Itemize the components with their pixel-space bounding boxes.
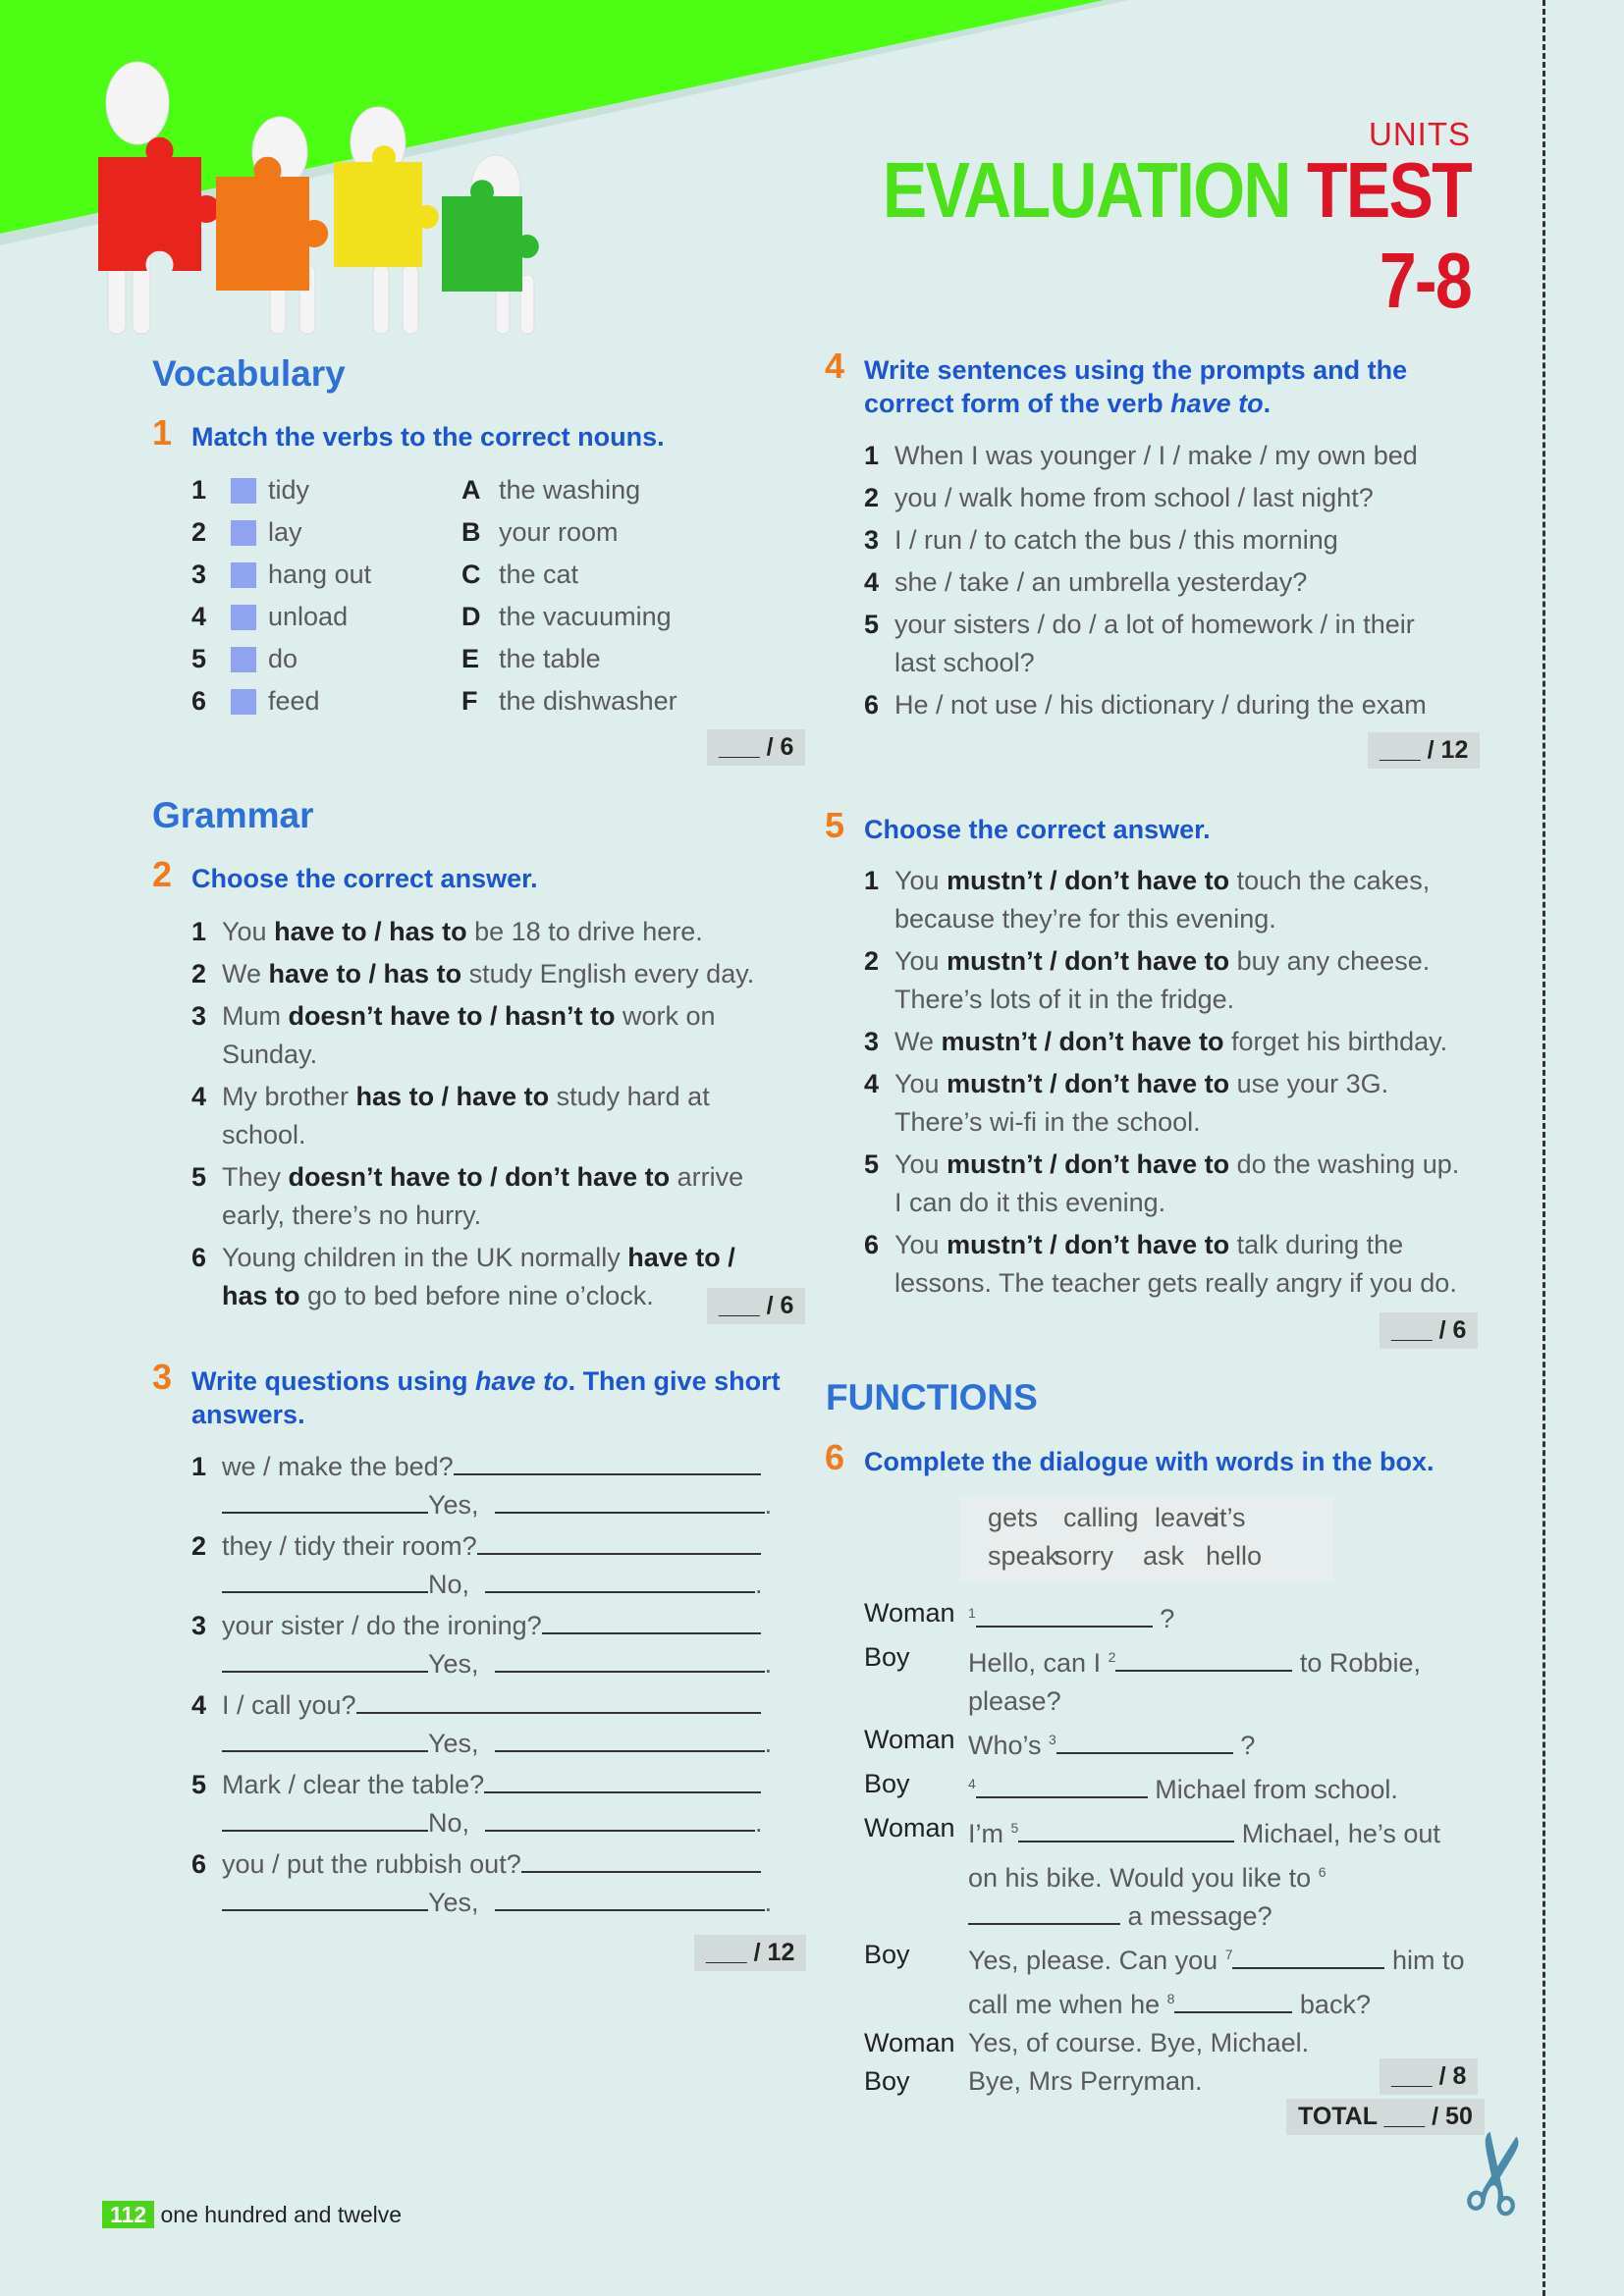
gap-blank[interactable]: [1056, 1727, 1233, 1754]
item-number: 5: [864, 610, 880, 639]
gap-number: 5: [1010, 1820, 1019, 1836]
speaker: Boy: [864, 1642, 910, 1672]
word-box: [960, 1496, 1333, 1581]
gap-number: 6: [1318, 1864, 1326, 1880]
item-letter: A: [461, 475, 481, 505]
gap-blank[interactable]: [976, 1600, 1153, 1628]
exercise-number: 1: [152, 412, 173, 453]
list-item: [864, 1023, 1473, 1061]
dialogue-text: back?: [1292, 1990, 1371, 2019]
speaker: Woman: [864, 1725, 955, 1754]
exercise-1-nouns: [461, 471, 756, 724]
gap-number: 8: [1166, 1991, 1175, 2006]
page-footer: [102, 2202, 402, 2228]
question-item: [191, 1845, 800, 1922]
dialogue-text: ?: [1152, 1604, 1175, 1633]
item-number: 6: [864, 690, 880, 720]
instruction-text: Complete the dialogue with words in the box.: [864, 1447, 1435, 1476]
question-line: [222, 1607, 800, 1645]
answer-option[interactable]: have to / has to: [268, 959, 462, 988]
answer-box[interactable]: [231, 689, 256, 715]
list-item: [864, 479, 1453, 517]
item-number: 2: [864, 483, 880, 512]
score-box-ex5: ___ / 6: [1380, 1312, 1478, 1349]
list-item: [864, 686, 1453, 724]
item-text: When I was younger / I / make / my own bed: [894, 441, 1418, 470]
instruction-italic: have to: [475, 1366, 568, 1396]
list-item: [191, 997, 781, 1074]
item-number: 1: [191, 917, 207, 946]
item-text: You: [222, 917, 275, 946]
list-item: [864, 563, 1453, 602]
answer-box[interactable]: [231, 520, 256, 546]
score-box-ex2: ___ / 6: [707, 1288, 805, 1324]
answer-box[interactable]: [231, 647, 256, 672]
item-text: I / run / to catch the bus / this morning: [894, 525, 1338, 555]
page-number-text: one hundred and twelve: [160, 2202, 403, 2227]
answer-blank[interactable]: [495, 1645, 765, 1673]
dialogue-line: [864, 1765, 1473, 1809]
section-heading-vocabulary: Vocabulary: [152, 353, 346, 394]
instruction-italic: have to: [1170, 389, 1264, 418]
exercise-4-instruction: [825, 346, 1473, 420]
short-answer: Yes,: [428, 1649, 479, 1679]
exercise-2-items: [191, 913, 781, 1319]
dialogue-line: [864, 1936, 1473, 2024]
dialogue-text: Bye, Mrs Perryman.: [968, 2066, 1203, 2096]
prompt-text: you / put the rubbish out?: [222, 1849, 521, 1879]
answer-option[interactable]: doesn’t have to / don’t have to: [288, 1162, 671, 1192]
question-blank[interactable]: [484, 1766, 761, 1793]
item-text: We: [222, 959, 269, 988]
dialogue-text: I’m: [968, 1819, 1011, 1848]
item-number: 4: [191, 1690, 207, 1720]
item-text: use your 3G. There’s wi-fi in the school.: [894, 1069, 1389, 1137]
item-text: work on Sunday.: [222, 1001, 716, 1069]
full-stop: .: [755, 1570, 763, 1599]
speaker: Boy: [864, 2066, 910, 2096]
answer-line: [222, 1486, 800, 1524]
instruction-text: Write questions using: [191, 1366, 476, 1396]
short-answer: Yes,: [428, 1490, 479, 1520]
instruction-text: Match the verbs to the correct nouns.: [191, 422, 665, 452]
box-word: it’s: [1214, 1503, 1246, 1532]
page-number: 112: [102, 2201, 154, 2228]
item-number: 1: [864, 866, 880, 895]
list-item: [864, 862, 1473, 938]
noun-text: the vacuuming: [499, 602, 672, 631]
exercise-3-instruction: [152, 1357, 805, 1431]
dialogue-text: Michael from school.: [1147, 1775, 1398, 1804]
question-item: [191, 1766, 800, 1842]
list-item: [864, 1146, 1473, 1222]
question-line: [222, 1845, 800, 1884]
question-item: [191, 1607, 800, 1683]
item-text: We: [894, 1027, 942, 1056]
item-number: 3: [191, 560, 207, 589]
question-line: [222, 1686, 800, 1725]
answer-blank[interactable]: [495, 1486, 765, 1514]
answer-line: [222, 1804, 800, 1842]
answer-option[interactable]: doesn’t have to / hasn’t to: [288, 1001, 616, 1031]
units-label: UNITS: [1369, 116, 1471, 152]
exercise-3-items: [191, 1448, 800, 1925]
page-title: [880, 145, 1471, 326]
answer-box[interactable]: [231, 562, 256, 588]
list-item: [864, 1065, 1473, 1142]
item-number: 1: [864, 441, 880, 470]
item-text: forget his birthday.: [1223, 1027, 1448, 1056]
item-number: 1: [191, 475, 207, 505]
exercise-6-instruction: [825, 1437, 1473, 1478]
exercise-number: 3: [152, 1357, 173, 1397]
item-number: 3: [864, 1027, 880, 1056]
box-word: speak: [988, 1541, 1059, 1571]
score-box-ex4: ___ / 12: [1368, 732, 1480, 769]
prompt-text: your sister / do the ironing?: [222, 1611, 542, 1640]
dialogue-line: [864, 1809, 1473, 1936]
score-box-ex6: ___ / 8: [1380, 2058, 1478, 2095]
gap-blank[interactable]: [1115, 1644, 1292, 1672]
noun-text: the washing: [499, 475, 641, 505]
prompt-text: Mark / clear the table?: [222, 1770, 485, 1799]
gap-number: 3: [1049, 1732, 1056, 1747]
total-score-box: TOTAL ___ / 50: [1286, 2099, 1485, 2135]
dialogue-text: a message?: [1120, 1901, 1272, 1931]
gap-number: 7: [1224, 1947, 1233, 1962]
answer-box[interactable]: [231, 478, 256, 504]
item-text: Mum: [222, 1001, 289, 1031]
short-answer: No,: [428, 1808, 470, 1838]
item-text: Young children in the UK normally: [222, 1243, 628, 1272]
item-letter: E: [461, 644, 480, 673]
full-stop: .: [764, 1649, 773, 1679]
item-number: 2: [864, 946, 880, 976]
verb-text: unload: [268, 602, 349, 631]
item-text: You: [894, 1149, 947, 1179]
noun-text: the table: [499, 644, 601, 673]
exercise-number: 5: [825, 805, 845, 845]
gap-blank[interactable]: [976, 1771, 1148, 1798]
dialogue: [864, 1594, 1473, 2101]
answer-line: [222, 1566, 800, 1604]
list-item: [864, 606, 1453, 682]
item-number: 4: [864, 1069, 880, 1098]
item-text: you / walk home from school / last night?: [894, 483, 1374, 512]
cut-line: [1543, 0, 1545, 2296]
answer-blank[interactable]: [222, 1884, 428, 1911]
item-number: 5: [864, 1149, 880, 1179]
item-letter: D: [461, 602, 481, 631]
item-text: do the washing up. I can do it this evening.: [894, 1149, 1460, 1217]
item-text: be 18 to drive here.: [466, 917, 703, 946]
item-text: your sisters / do / a lot of homework / in their last school?: [894, 610, 1415, 677]
answer-line: [222, 1645, 800, 1683]
item-letter: B: [461, 517, 481, 547]
puzzle-figures-illustration: [79, 49, 668, 344]
dialogue-text: him to call me when he: [968, 1946, 1465, 2019]
question-item: [191, 1448, 800, 1524]
answer-option[interactable]: have to / has to: [222, 1243, 735, 1310]
item-number: 1: [191, 1452, 207, 1481]
noun-text: the dishwasher: [499, 686, 677, 716]
exercise-5-instruction: [825, 805, 1473, 846]
answer-blank[interactable]: [222, 1725, 428, 1752]
question-blank[interactable]: [542, 1607, 761, 1634]
exercise-number: 6: [825, 1437, 845, 1477]
box-word: ask: [1143, 1541, 1185, 1571]
dialogue-text: ?: [1232, 1731, 1256, 1760]
list-item: [191, 1158, 781, 1235]
short-answer: No,: [428, 1570, 470, 1599]
dialogue-line: [864, 1594, 1473, 1638]
question-line: [222, 1766, 800, 1804]
speaker: Boy: [864, 1940, 910, 1969]
noun-item: [461, 640, 756, 678]
item-text: she / take / an umbrella yesterday?: [894, 567, 1308, 597]
dialogue-line: [864, 2024, 1473, 2062]
item-number: 5: [191, 1770, 207, 1799]
answer-option[interactable]: mustn’t / don’t have to: [941, 1027, 1224, 1056]
exercise-1-verbs: [191, 471, 447, 724]
question-blank[interactable]: [356, 1686, 761, 1714]
instruction-text: Write sentences using the prompts and the correct form of the verb: [864, 355, 1408, 418]
prompt-text: I / call you?: [222, 1690, 356, 1720]
score-box-ex1: ___ / 6: [707, 729, 805, 766]
box-word: sorry: [1055, 1541, 1113, 1571]
noun-item: [461, 556, 756, 594]
item-text: touch the cakes, because they’re for this evening.: [894, 866, 1431, 934]
exercise-1-instruction: [152, 412, 800, 454]
short-answer: Yes,: [428, 1888, 479, 1917]
dialogue-text: Who’s: [968, 1731, 1050, 1760]
full-stop: .: [764, 1729, 773, 1758]
dialogue-line: [864, 1721, 1473, 1765]
full-stop: .: [755, 1808, 763, 1838]
item-text: You: [894, 946, 947, 976]
list-item: [191, 1078, 781, 1154]
item-text: go to bed before nine o’clock.: [299, 1281, 654, 1310]
exercise-4-items: [864, 437, 1453, 728]
answer-option[interactable]: mustn’t / don’t have to: [947, 1149, 1230, 1179]
question-item: [191, 1686, 800, 1763]
instruction-text: Choose the correct answer.: [864, 815, 1211, 844]
verb-item: [191, 513, 447, 552]
list-item: [191, 1239, 781, 1315]
question-blank[interactable]: [521, 1845, 761, 1873]
answer-blank[interactable]: [485, 1566, 755, 1593]
exercise-2-instruction: [152, 854, 800, 895]
answer-blank[interactable]: [222, 1645, 428, 1673]
item-text: You: [894, 866, 947, 895]
item-text: study English every day.: [461, 959, 755, 988]
item-number: 6: [191, 686, 207, 716]
instruction-text: . Then give short answers.: [191, 1366, 781, 1429]
instruction-text: .: [1263, 389, 1272, 418]
section-heading-functions: FUNCTIONS: [826, 1377, 1038, 1417]
noun-item: [461, 513, 756, 552]
prompt-text: they / tidy their room?: [222, 1531, 477, 1561]
verb-item: [191, 640, 447, 678]
item-number: 6: [191, 1849, 207, 1879]
noun-text: the cat: [499, 560, 579, 589]
item-text: They: [222, 1162, 289, 1192]
speaker: Boy: [864, 1769, 910, 1798]
item-text: You: [894, 1230, 947, 1259]
verb-item: [191, 556, 447, 594]
question-blank[interactable]: [477, 1527, 761, 1555]
title-evaluation: EVALUATION: [882, 146, 1290, 234]
answer-blank[interactable]: [485, 1804, 755, 1832]
box-word: gets: [988, 1503, 1039, 1532]
speaker: Woman: [864, 1813, 955, 1842]
gap-blank[interactable]: [1018, 1815, 1234, 1842]
score-box-ex3: ___ / 12: [694, 1935, 806, 1971]
answer-option[interactable]: mustn’t / don’t have to: [947, 866, 1230, 895]
answer-line: [222, 1725, 800, 1763]
item-number: 4: [191, 602, 207, 631]
list-item: [191, 913, 781, 951]
list-item: [191, 955, 781, 993]
verb-text: lay: [268, 517, 302, 547]
full-stop: .: [764, 1888, 773, 1917]
section-heading-grammar: Grammar: [152, 795, 314, 835]
box-word: calling: [1063, 1503, 1139, 1532]
dialogue-text: Yes, of course. Bye, Michael.: [968, 2028, 1310, 2057]
list-item: [864, 942, 1473, 1019]
question-item: [191, 1527, 800, 1604]
noun-item: [461, 598, 756, 636]
answer-option[interactable]: have to / has to: [274, 917, 467, 946]
verb-text: feed: [268, 686, 320, 716]
item-number: 3: [864, 525, 880, 555]
answer-option[interactable]: mustn’t / don’t have to: [947, 946, 1230, 976]
box-word: leave: [1155, 1503, 1218, 1532]
answer-blank[interactable]: [495, 1884, 765, 1911]
gap-blank[interactable]: [1232, 1942, 1384, 1969]
exercise-5-items: [864, 862, 1473, 1307]
question-line: [222, 1527, 800, 1566]
answer-box[interactable]: [231, 605, 256, 630]
dialogue-text: Yes, please. Can you: [968, 1946, 1225, 1975]
list-item: [864, 521, 1453, 560]
item-text: My brother: [222, 1082, 356, 1111]
answer-option[interactable]: mustn’t / don’t have to: [947, 1069, 1230, 1098]
speaker: Woman: [864, 1598, 955, 1628]
noun-item: [461, 682, 756, 721]
item-number: 5: [191, 644, 207, 673]
item-number: 6: [864, 1230, 880, 1259]
item-number: 4: [864, 567, 880, 597]
answer-line: [222, 1884, 800, 1922]
gap-number: 2: [1108, 1649, 1116, 1665]
item-number: 2: [191, 1531, 207, 1561]
item-text: talk during the lessons. The teacher gets really angry if you do.: [894, 1230, 1457, 1298]
answer-blank[interactable]: [495, 1725, 765, 1752]
item-letter: F: [461, 686, 478, 716]
list-item: [864, 437, 1453, 475]
verb-text: hang out: [268, 560, 372, 589]
verb-text: do: [268, 644, 298, 673]
gap-blank[interactable]: [968, 1897, 1120, 1925]
answer-option[interactable]: has to / have to: [355, 1082, 550, 1111]
item-text: He / not use / his dictionary / during the exam: [894, 690, 1427, 720]
question-blank[interactable]: [454, 1448, 761, 1475]
item-number: 2: [191, 959, 207, 988]
title-test-number: TEST 7-8: [1307, 146, 1471, 324]
verb-item: [191, 682, 447, 721]
noun-item: [461, 471, 756, 509]
item-number: 5: [191, 1162, 207, 1192]
noun-text: your room: [499, 517, 619, 547]
prompt-text: we / make the bed?: [222, 1452, 454, 1481]
item-text: buy any cheese. There’s lots of it in the fridge.: [894, 946, 1431, 1014]
box-word: hello: [1206, 1541, 1263, 1571]
item-text: study hard at school.: [222, 1082, 710, 1149]
full-stop: .: [764, 1490, 773, 1520]
answer-blank[interactable]: [222, 1486, 428, 1514]
item-number: 4: [191, 1082, 207, 1111]
verb-item: [191, 598, 447, 636]
short-answer: Yes,: [428, 1729, 479, 1758]
dialogue-text: to Robbie, please?: [968, 1648, 1421, 1716]
item-number: 3: [191, 1001, 207, 1031]
scissors-icon: ✂: [1432, 2118, 1567, 2229]
gap-number: 1: [968, 1605, 976, 1621]
gap-number: 4: [968, 1776, 976, 1791]
answer-blank[interactable]: [222, 1804, 428, 1832]
gap-blank[interactable]: [1174, 1986, 1292, 2013]
item-text: arrive early, there’s no hurry.: [222, 1162, 744, 1230]
dialogue-text: Michael, he’s out on his bike. Would you like to: [968, 1819, 1440, 1893]
question-line: [222, 1448, 800, 1486]
speaker: Woman: [864, 2028, 955, 2057]
dialogue-text: Hello, can I: [968, 1648, 1109, 1678]
item-number: 6: [191, 1243, 207, 1272]
exercise-number: 4: [825, 346, 845, 386]
item-number: 2: [191, 517, 207, 547]
verb-text: tidy: [268, 475, 310, 505]
item-number: 3: [191, 1611, 207, 1640]
item-letter: C: [461, 560, 481, 589]
instruction-text: Choose the correct answer.: [191, 864, 538, 893]
exercise-number: 2: [152, 854, 173, 894]
verb-item: [191, 471, 447, 509]
list-item: [864, 1226, 1473, 1303]
answer-option[interactable]: mustn’t / don’t have to: [947, 1230, 1230, 1259]
answer-blank[interactable]: [222, 1566, 428, 1593]
item-text: You: [894, 1069, 947, 1098]
dialogue-line: [864, 1638, 1473, 1721]
